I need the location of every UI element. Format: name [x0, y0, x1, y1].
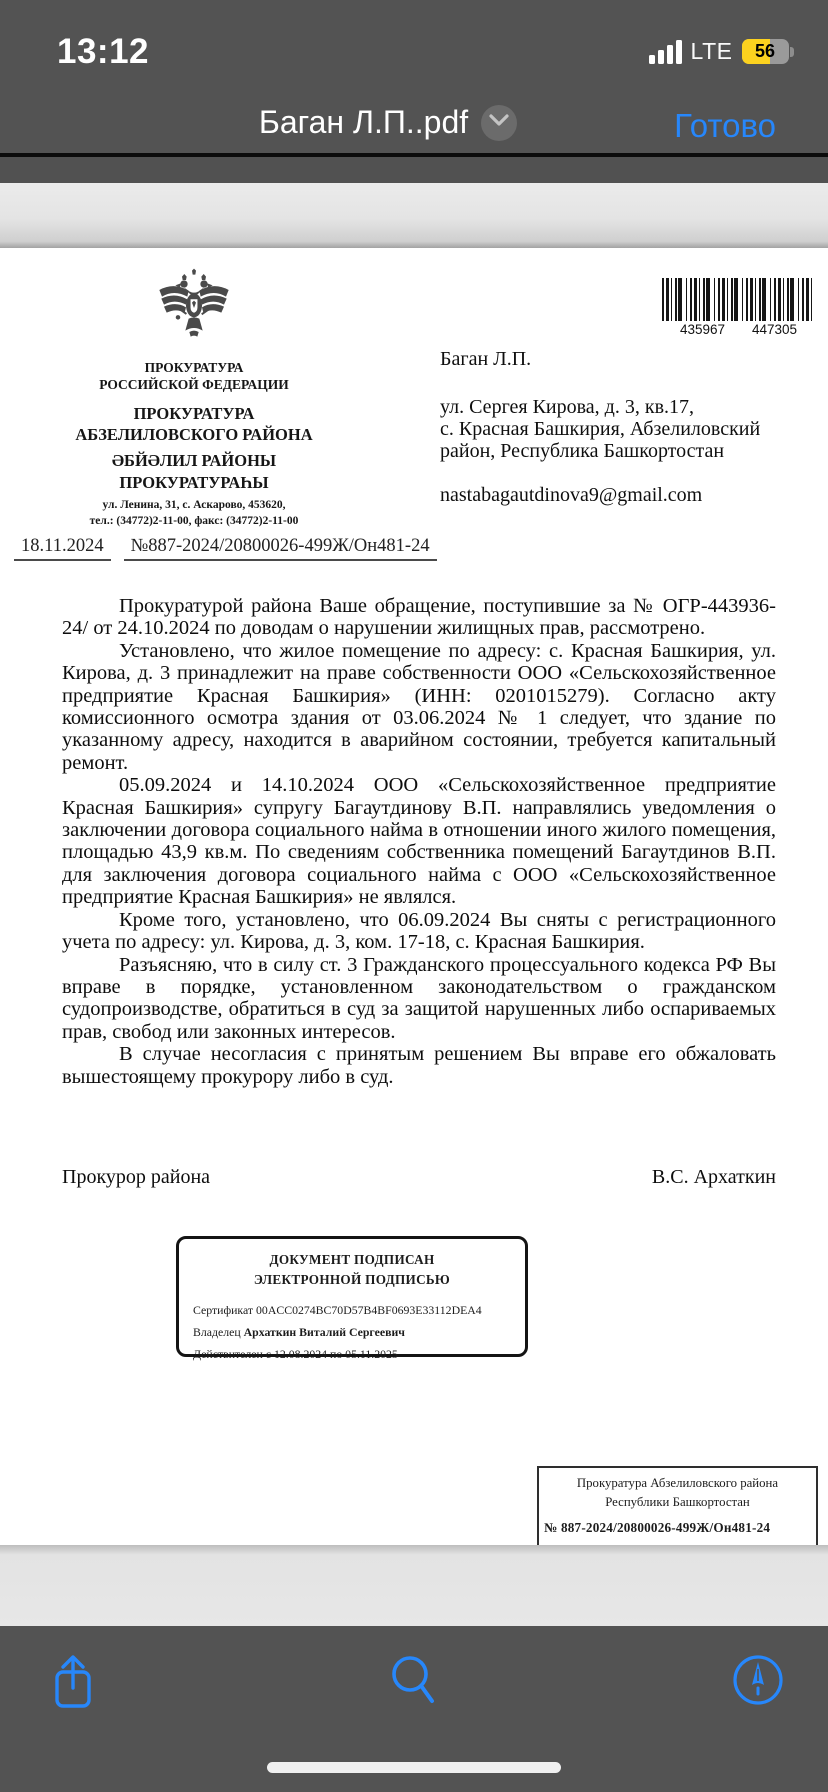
stamp-title-line2: ЭЛЕКТРОННОЙ ПОДПИСЬЮ	[253, 1271, 451, 1287]
org-bashkir-line1: ӘБЙӘЛИЛ РАЙОНЫ	[111, 451, 277, 471]
page-gap-top	[0, 183, 828, 248]
paragraph-6: В случае несогласия с принятым решением Вы вправе его обжаловать вышестоящему прокурору либо в суд.	[62, 1043, 776, 1088]
share-button[interactable]	[50, 1652, 96, 1715]
recipient-email: nastabagautdinova9@gmail.com	[440, 484, 703, 506]
stamp-validity-line: Действителен с 12.08.2024 по 05.11.2025	[193, 1347, 398, 1362]
share-icon	[50, 1700, 96, 1715]
status-right-cluster	[649, 38, 794, 65]
letter-number: №887-2024/20800026-499Ж/Он481-24	[124, 536, 437, 561]
battery-nub	[790, 47, 794, 57]
org-bashkir-line2: ПРОКУРАТУРАҺЫ	[119, 472, 269, 492]
recipient-block	[440, 348, 800, 506]
stamp-owner-label: Владелец	[193, 1325, 244, 1339]
title-menu-button[interactable]	[481, 105, 517, 141]
org-district-line2: АБЗЕЛИЛОВСКОГО РАЙОНА	[75, 424, 313, 444]
letter-body	[62, 595, 776, 1088]
barcode-icon	[662, 278, 815, 321]
recipient-name: Баган Л.П.	[440, 348, 532, 370]
signature-row	[62, 1166, 776, 1189]
battery-icon	[742, 39, 795, 64]
done-button[interactable]: Готово	[674, 107, 776, 144]
letterhead-address: ул. Ленина, 31, с. Аскарово, 453620,	[102, 499, 286, 512]
letterhead-phone: тел.: (34772)2-11-00, факс: (34772)2-11-00	[89, 514, 299, 527]
search-icon	[388, 1696, 440, 1711]
stamp-owner-value: Архаткин Виталий Сергеевич	[243, 1325, 405, 1339]
org-federation-line2: РОССИЙСКОЙ ФЕДЕРАЦИИ	[99, 377, 289, 393]
markup-pen-icon	[730, 1696, 786, 1711]
chevron-down-icon	[489, 113, 509, 132]
letterhead-block	[16, 266, 372, 529]
document-title: Баган Л.П..pdf	[258, 104, 469, 140]
barcode-number-left: 435967	[679, 322, 725, 337]
stamp-cert-value: 00ACC0274BC70D57B4BF0693E33112DEA4	[256, 1302, 482, 1317]
russia-coat-of-arms-icon	[154, 266, 234, 350]
ref-box-title: Прокуратура Абзелиловского района Республики Башкортостан	[576, 1476, 779, 1509]
paragraph-1: Прокуратурой района Ваше обращение, поступившие за № ОГР-443936-24/ от 24.10.2024 по доводам о нарушении жилищных прав, рассмотрено.	[62, 595, 776, 640]
recipient-address-line3: район, Республика Башкортостан	[440, 440, 725, 462]
search-button[interactable]	[388, 1652, 440, 1711]
signer-name: В.С. Архаткин	[651, 1166, 776, 1188]
battery-percent: 56	[754, 41, 776, 61]
org-federation-line1: ПРОКУРАТУРА	[144, 360, 244, 375]
pdf-page[interactable]	[0, 248, 828, 1545]
recipient-address-line1: ул. Сергея Кирова, д. 3, кв.17,	[440, 396, 695, 418]
paragraph-5: Разъясняю, что в силу ст. 3 Гражданского процессуального кодекса РФ Вы вправе в порядке, установленном законодательством о гражданском судопроизводстве, обратиться в суд за защитой нарушенных либо оспариваемых прав, свобод или законных интересов.	[62, 953, 776, 1043]
barcode-number-right: 447305	[752, 322, 798, 337]
letter-date: 18.11.2024	[14, 536, 111, 561]
outgoing-ref-row	[14, 536, 444, 561]
stamp-owner-line	[193, 1321, 525, 1343]
paragraph-2: Установлено, что жилое помещение по адресу: с. Красная Башкирия, ул. Кирова, д. 3 принадлежит на праве собственности ООО «Сельскохозяйственное предприятие Красная Башкирия» (ИНН: 0201015279). Согласно акту комиссионного осмотра здания от 03.06.2024 № 1 следует, что здание по указанному адресу, находится в аварийном состоянии, требуется капитальный ремонт.	[62, 639, 776, 774]
page-gap-bottom	[0, 1545, 828, 1626]
stamp-certificate-line	[193, 1299, 525, 1321]
markup-button[interactable]	[730, 1652, 786, 1711]
paragraph-3: 05.09.2024 и 14.10.2024 ООО «Сельскохозяйственное предприятие Красная Башкирия» супругу Багаутдинову В.П. направлялись уведомления о заключении договора социального найма в отношении иного жилого помещения, площадью 43,9 кв.м. По сведениям собственника помещений Багаутдинов В.П. для заключения договора социального найма с ООО «Сельскохозяйственное предприятие Красная Башкирия» не являлся.	[62, 774, 776, 909]
ref-box-number: № 887-2024/20800026-499Ж/Он481-24	[544, 1520, 771, 1536]
signal-strength-icon	[649, 40, 682, 64]
status-time: 13:12	[57, 32, 150, 71]
registration-ref-box	[537, 1466, 818, 1547]
network-type-label: LTE	[690, 38, 733, 64]
chrome-strip	[0, 157, 828, 183]
stamp-title-line1: ДОКУМЕНТ ПОДПИСАН	[269, 1252, 435, 1267]
barcode-block	[662, 278, 815, 337]
esignature-stamp	[176, 1236, 528, 1362]
home-indicator[interactable]	[267, 1762, 561, 1773]
recipient-address-line2: с. Красная Башкирия, Абзелиловский	[440, 418, 761, 440]
org-district-line1: ПРОКУРАТУРА	[133, 403, 255, 423]
paragraph-4: Кроме того, установлено, что 06.09.2024 Вы сняты с регистрационного учета по адресу: ул. Кирова, д. 3, ком. 17-18, с. Красная Башкирия.	[62, 908, 776, 954]
signer-position: Прокурор района	[62, 1166, 211, 1188]
stamp-cert-label: Сертификат	[193, 1302, 257, 1317]
